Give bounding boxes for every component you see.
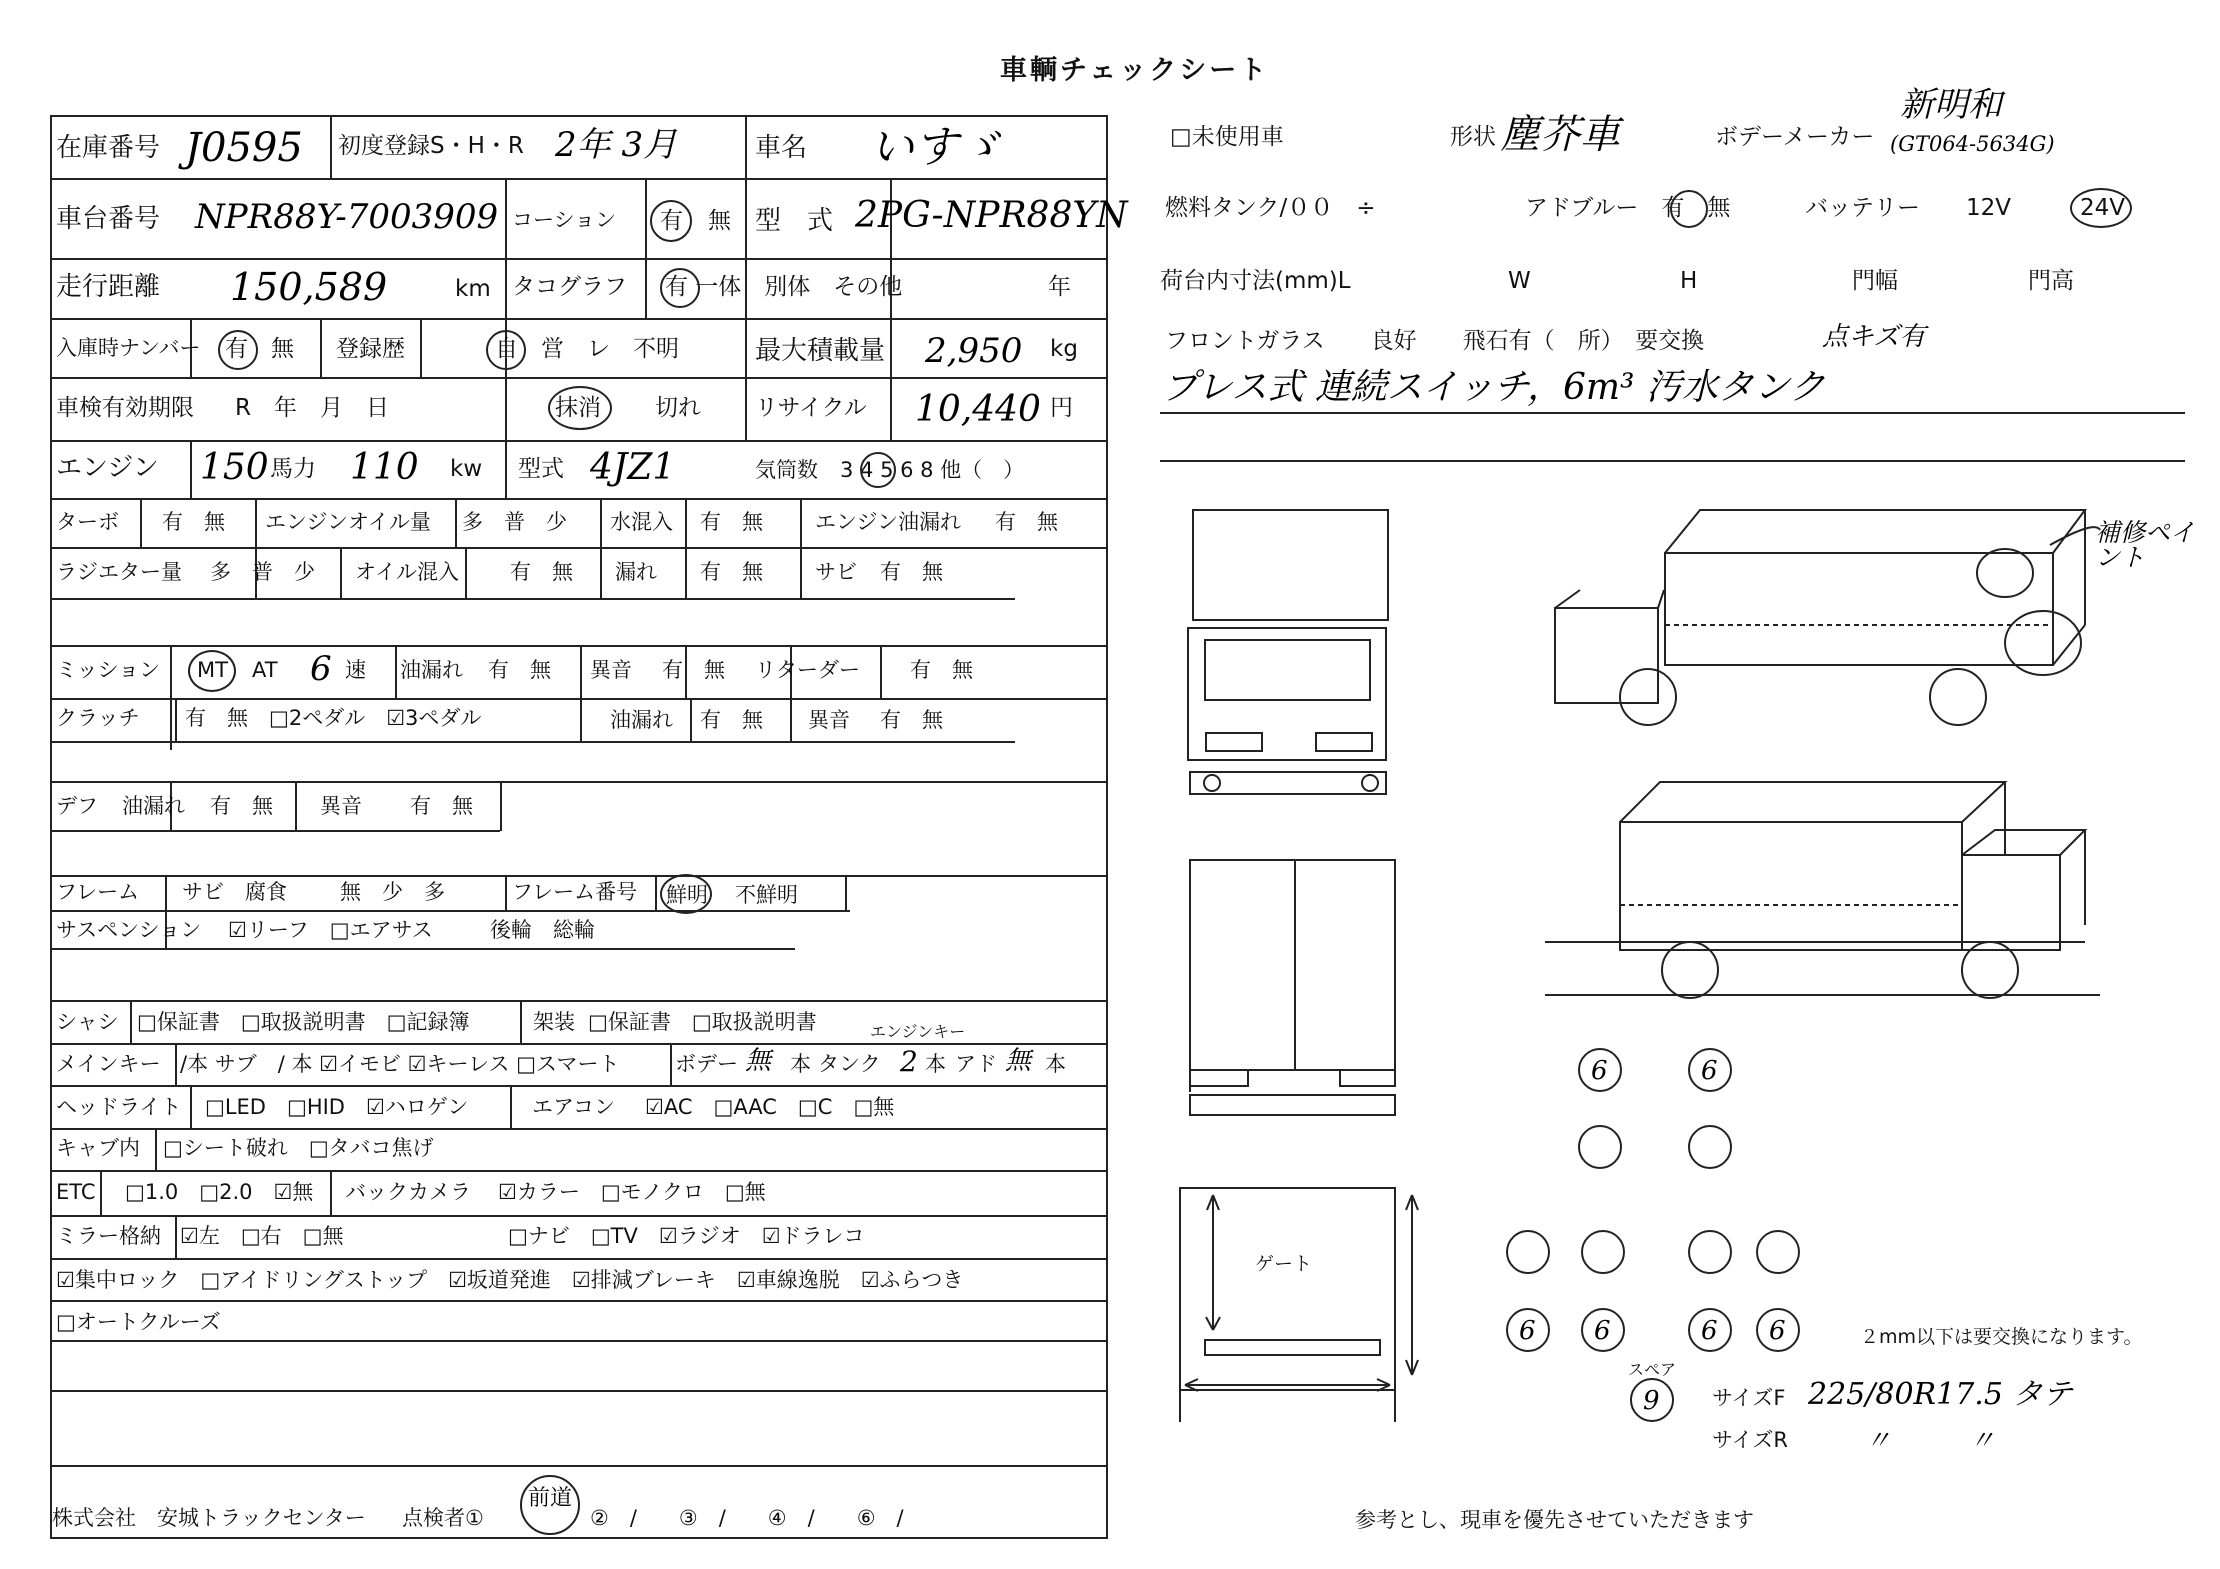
mission-label: ミッション (56, 658, 161, 682)
tire-rear-1-depth: 6 (1519, 1316, 1536, 1346)
model-value: 2PG-NPR88YN (855, 195, 1128, 236)
turbo-label: ターボ (56, 510, 119, 534)
retarder-label: リターダー (755, 658, 860, 682)
back-camera-label: バックカメラ (345, 1180, 471, 1204)
engine-label: エンジン (56, 453, 159, 483)
rust-label: サビ (815, 560, 857, 584)
regist-label: 登録歴 (336, 336, 405, 362)
shape-label: 形状 (1450, 124, 1496, 150)
clutch-leak-label: 油漏れ (610, 708, 673, 732)
body-maker-code: (GT064-5634G) (1890, 132, 2055, 156)
recycle-label: リサイクル (755, 395, 867, 421)
first-reg-value: 2年 3月 (555, 125, 678, 165)
radiator-options: 多 普 少 (210, 560, 315, 584)
regist-options: 自 営 レ 不明 (495, 336, 679, 362)
spare-label: スペア (1628, 1360, 1677, 1379)
headlight-options: □LED □HID ☑ハロゲン (205, 1095, 469, 1119)
ad-key-unit: 本 (1045, 1052, 1066, 1076)
inspection-expired: 切れ (655, 395, 701, 421)
clutch-options: 有 無 □2ペダル ☑3ペダル (185, 706, 482, 730)
cab-options: □シート破れ □タバコ焦げ (163, 1136, 434, 1160)
recycle-unit: 円 (1050, 395, 1073, 421)
maxload-label: 最大積載量 (755, 336, 886, 366)
cylinders-label: 気筒数 (755, 458, 818, 482)
etc-label: ETC (56, 1180, 96, 1204)
mission-leak-options: 有 無 (488, 658, 551, 682)
body-key-label: ボデー (675, 1052, 738, 1076)
plate-options: 有 無 (225, 336, 294, 362)
tire-front-left-depth: 6 (1591, 1056, 1608, 1086)
engine-type: 4JZ1 (590, 447, 676, 488)
tacho-year: 年 (1048, 274, 1071, 300)
clutch-leak-options: 有 無 (700, 708, 763, 732)
frame-number-label: フレーム番号 (512, 880, 638, 904)
car-name-label: 車名 (755, 133, 808, 163)
adblue: アドブルー 有 無 (1525, 195, 1731, 221)
cargo-length-label: 荷台内寸法(mm)L (1160, 268, 1351, 294)
aircon-options: ☑AC □AAC □C □無 (645, 1095, 895, 1119)
unused-checkbox: □未使用車 (1170, 124, 1284, 150)
oil-mix-options: 有 無 (510, 560, 573, 584)
body-maker-value: 新明和 (1900, 85, 2002, 125)
coating-yes: 有 (660, 208, 683, 234)
tire-size-rear-label: サイズR (1712, 1428, 1788, 1452)
shape-value: 塵芥車 (1500, 112, 1620, 158)
chassis-label: 車台番号 (56, 204, 161, 234)
inspection-status: 抹消 (555, 395, 601, 421)
company-name: 株式会社 安城トラックセンター (52, 1506, 366, 1530)
tire-rear-3-depth: 6 (1701, 1316, 1718, 1346)
turbo-options: 有 無 (162, 510, 225, 534)
suspension-label: サスペンション (56, 918, 202, 942)
headlight-label: ヘッドライト (56, 1095, 182, 1119)
rust-options: 有 無 (880, 560, 943, 584)
cylinders-options: 3 4 5 6 8 他（ ） (840, 458, 1025, 482)
tank-key-unit: 本 (925, 1052, 946, 1076)
diff-noise-label: 異音 (320, 794, 362, 818)
chassis-value: NPR88Y-7003909 (195, 197, 499, 237)
cruise-option: □オートクルーズ (56, 1310, 221, 1334)
oil-level-label: エンジンオイル量 (265, 510, 431, 534)
main-key-label: メインキー (56, 1052, 161, 1076)
coating-no: 無 (708, 208, 731, 234)
frame-number-clear: 鮮明 (666, 883, 708, 907)
clutch-noise-options: 有 無 (880, 708, 943, 732)
stock-label: 在庫番号 (56, 133, 161, 163)
body-docs: □保証書 □取扱説明書 (588, 1010, 817, 1034)
fuel-tank: 燃料タンク/００ ÷ (1165, 195, 1376, 221)
clutch-noise-label: 異音 (808, 708, 850, 732)
water-mix-options: 有 無 (700, 510, 763, 534)
frame-rust-options: 無 少 多 (340, 880, 445, 904)
tire-size-front: 225/80R17.5 タテ (1808, 1377, 2073, 1412)
shashi-label: シャシ (56, 1010, 119, 1034)
tank-key-label: タンク (818, 1052, 881, 1076)
leak-label: 漏れ (615, 560, 657, 584)
tacho-options: 有 一体 別体 その他 (665, 274, 903, 300)
recycle-value: 10,440 (915, 389, 1041, 430)
shashi-docs: □保証書 □取扱説明書 □記録簿 (137, 1010, 470, 1034)
mission-mt: MT (197, 658, 228, 682)
reference-note: 参考とし、現車を優先させていただきます (1355, 1508, 1754, 1532)
suspension-options: ☑リーフ □エアサス (228, 918, 433, 942)
stock-value: J0595 (185, 125, 303, 171)
safety-options: ☑集中ロック □アイドリングストップ ☑坂道発進 ☑排減ブレーキ ☑車線逸脱 ☑ふらつき (56, 1268, 964, 1292)
frame-number-unclear: 不鮮明 (735, 883, 798, 907)
mirror-label: ミラー格納 (56, 1224, 161, 1248)
maxload-unit: kg (1050, 336, 1078, 362)
engine-oil-leak-label: エンジン油漏れ (815, 510, 961, 534)
coating-label: コーション (512, 208, 617, 232)
door-width-label: 門幅 (1852, 268, 1898, 294)
engine-kw-label: kw (450, 456, 483, 482)
mileage-label: 走行距離 (56, 272, 161, 302)
tacho-label: タコグラフ (512, 274, 627, 300)
engine-hp: 150 (200, 447, 269, 488)
leak-options: 有 無 (700, 560, 763, 584)
etc-options: □1.0 □2.0 ☑無 (125, 1180, 314, 1204)
cargo-height-label: H (1680, 268, 1698, 294)
tire-size-rear: 〃 〃 (1865, 1426, 1996, 1456)
diff-leak-label: 油漏れ (122, 794, 185, 818)
tire-size-front-label: サイズF (1712, 1386, 1786, 1410)
repair-note: 補修ペイント (2095, 518, 2196, 572)
mission-leak-label: 油漏れ (400, 658, 463, 682)
cab-label: キャブ内 (56, 1136, 140, 1160)
body-maker-label: ボデーメーカー (1715, 124, 1875, 150)
checker-others: ② / ③ / ④ / ⑥ / (590, 1506, 904, 1530)
tire-note: ２mm以下は要交換になります。 (1860, 1326, 2143, 1348)
remarks: プレス式 連続スイッチ，6m³ 汚水タンク (1162, 367, 1826, 408)
engine-oil-leak-options: 有 無 (995, 510, 1058, 534)
key-options: /本 サブ / 本 ☑イモビ ☑キーレス □スマート (180, 1052, 620, 1076)
car-name-value: いすゞ (870, 122, 1002, 173)
ad-key-label: アド (955, 1052, 997, 1076)
engine-key-note: エンジンキー (870, 1022, 966, 1041)
gate-label: ゲート (1255, 1253, 1313, 1275)
aircon-label: エアコン (532, 1095, 615, 1119)
mirror-options: ☑左 □右 □無 (180, 1224, 344, 1248)
battery-voltage: 24V (2080, 195, 2126, 221)
mission-speed-label: 速 (345, 658, 366, 682)
water-mix-label: 水混入 (610, 510, 673, 534)
engine-type-label: 型式 (518, 456, 564, 482)
mileage-unit: km (455, 276, 491, 302)
retarder-options: 有 無 (910, 658, 973, 682)
checker-label: 点検者① (402, 1506, 484, 1530)
front-glass: フロントガラス 良好 飛石有（ 所） 要交換 (1165, 328, 1705, 354)
battery: バッテリー 12V (1805, 195, 2012, 221)
inspection-date: R 年 月 日 (235, 395, 389, 421)
mission-at: AT (252, 658, 278, 682)
mission-noise-options: 有 無 (662, 658, 725, 682)
back-camera-options: ☑カラー □モノクロ □無 (498, 1180, 766, 1204)
tire-rear-2-depth: 6 (1594, 1316, 1611, 1346)
tire-front-right-depth: 6 (1701, 1056, 1718, 1086)
checker-stamp-text: 前道 (528, 1486, 573, 1511)
inspection-label: 車検有効期限 (56, 395, 194, 421)
mileage-value: 150,589 (230, 265, 388, 309)
maxload-value: 2,950 (925, 331, 1023, 371)
body-docs-label: 架装 (533, 1010, 575, 1034)
body-key-value: 無 (745, 1046, 772, 1076)
mission-noise-label: 異音 (590, 658, 632, 682)
model-label: 型 式 (755, 206, 834, 236)
diff-leak-options: 有 無 (210, 794, 273, 818)
ad-key-value: 無 (1005, 1046, 1032, 1076)
plate-label: 入庫時ナンバー (56, 336, 201, 360)
oil-level-options: 多 普 少 (462, 510, 567, 534)
sheet-title: 車輌チェックシート (1000, 55, 1270, 86)
spare-depth: 9 (1643, 1386, 1660, 1416)
diff-noise-options: 有 無 (410, 794, 473, 818)
frame-rust-label: サビ 腐食 (182, 880, 287, 904)
tire-rear-4-depth: 6 (1769, 1316, 1786, 1346)
cargo-width-label: W (1508, 268, 1531, 294)
mission-speeds: 6 (310, 649, 332, 689)
door-height-label: 門高 (2028, 268, 2074, 294)
oil-mix-label: オイル混入 (355, 560, 459, 584)
body-key-unit: 本 (790, 1052, 811, 1076)
engine-kw: 110 (350, 447, 419, 488)
audio-options: □ナビ □TV ☑ラジオ ☑ドラレコ (508, 1224, 865, 1248)
radiator-label: ラジエター量 (56, 560, 182, 584)
clutch-label: クラッチ (56, 706, 140, 730)
engine-hp-label: 馬力 (270, 456, 316, 482)
tank-key-value: 2 (900, 1045, 918, 1078)
frame-label: フレーム (56, 880, 140, 904)
diff-label: デフ (56, 794, 98, 818)
first-reg-label: 初度登録S・H・R (338, 133, 524, 159)
front-glass-note: 点キズ有 (1822, 322, 1926, 352)
suspension-wheels: 後輪 総輪 (490, 918, 595, 942)
